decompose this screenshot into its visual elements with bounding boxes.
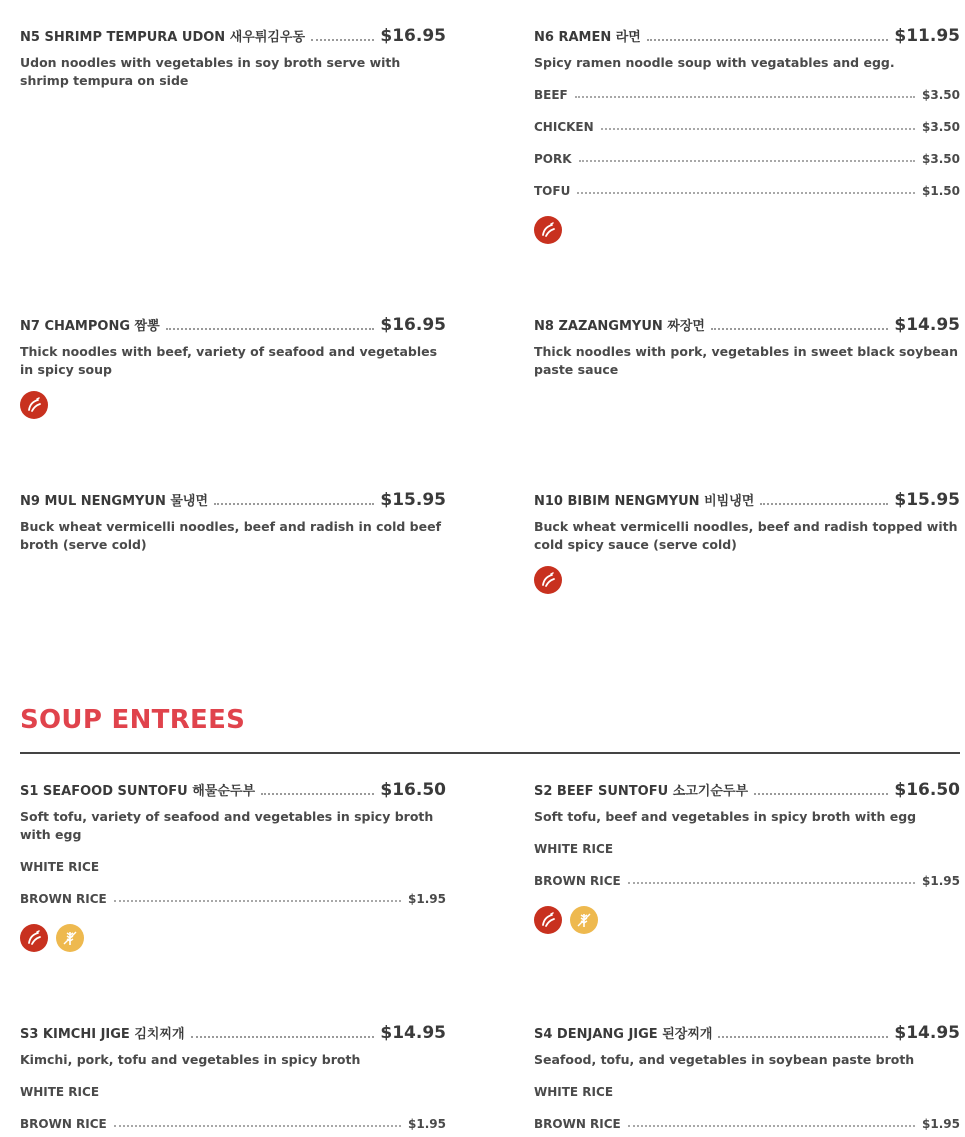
option-name: WHITE RICE (534, 842, 614, 856)
item-description: Thick noodles with pork, vegetables in sweet black soybean paste sauce (534, 344, 958, 377)
item-description: Thick noodles with beef, variety of seafood and vegetables in spicy soup (20, 344, 438, 377)
dot-leader (311, 39, 374, 41)
item-name: N10 BIBIM NENGMYUN 비빔냉면 (534, 494, 755, 509)
spicy-icon (20, 391, 48, 419)
option-name: BROWN RICE (534, 874, 621, 888)
item-price: $16.50 (894, 780, 960, 800)
dot-leader (114, 900, 401, 902)
dot-leader (577, 192, 915, 194)
dietary-icons (534, 906, 960, 934)
dot-leader (579, 160, 915, 162)
option-price: $1.95 (922, 874, 960, 888)
menu-item-n5 (20, 22, 446, 90)
option-row (534, 108, 960, 140)
dot-leader (647, 39, 889, 41)
item-description: Seafood, tofu, and vegetables in soybean paste broth (534, 1052, 915, 1067)
dot-leader (628, 882, 915, 884)
item-name: N5 SHRIMP TEMPURA UDON 새우튀김우동 (20, 30, 306, 45)
option-name: BROWN RICE (20, 1117, 107, 1131)
dot-leader (166, 328, 375, 330)
option-price: $1.95 (408, 892, 446, 906)
item-description: Buck wheat vermicelli noodles, beef and radish in cold beef broth (serve cold) (20, 519, 442, 552)
option-row (534, 172, 960, 204)
spicy-icon (534, 216, 562, 244)
item-price: $15.95 (380, 490, 446, 510)
item-name: N8 ZAZANGMYUN 짜장면 (534, 319, 705, 334)
menu-item-s2 (534, 776, 960, 934)
option-price: $1.50 (922, 184, 960, 198)
item-price: $14.95 (380, 1023, 446, 1043)
option-name: BROWN RICE (534, 1117, 621, 1131)
item-price: $15.95 (894, 490, 960, 510)
dot-leader (628, 1125, 915, 1127)
option-price: $3.50 (922, 88, 960, 102)
item-description: Kimchi, pork, tofu and vegetables in spicy broth (20, 1052, 361, 1067)
item-price: $14.95 (894, 315, 960, 335)
option-row (534, 1105, 960, 1137)
item-description: Udon noodles with vegetables in soy broth serve with shrimp tempura on side (20, 55, 401, 88)
option-name: PORK (534, 152, 572, 166)
item-price: $14.95 (894, 1023, 960, 1043)
option-price: $3.50 (922, 152, 960, 166)
dot-leader (711, 328, 888, 330)
dietary-icons (534, 216, 960, 244)
dot-leader (191, 1036, 375, 1038)
item-price: $16.50 (380, 780, 446, 800)
option-name: BROWN RICE (20, 892, 107, 906)
menu-item-n10 (534, 486, 960, 594)
dot-leader (261, 793, 374, 795)
item-name: N7 CHAMPONG 짬뽕 (20, 319, 160, 334)
option-list (534, 76, 960, 204)
option-row (20, 880, 446, 912)
option-name: TOFU (534, 184, 571, 198)
item-description: Spicy ramen noodle soup with vegatables and egg. (534, 55, 895, 70)
spicy-icon (534, 566, 562, 594)
option-row (534, 140, 960, 172)
item-name: N9 MUL NENGMYUN 물냉면 (20, 494, 209, 509)
option-name: WHITE RICE (20, 1085, 100, 1099)
dot-leader (754, 793, 888, 795)
dot-leader (601, 128, 915, 130)
option-list (534, 1073, 960, 1137)
item-name: S4 DENJANG JIGE 된장찌개 (534, 1027, 713, 1042)
item-description: Soft tofu, variety of seafood and vegetables in spicy broth with egg (20, 809, 434, 842)
item-name: S2 BEEF SUNTOFU 소고기순두부 (534, 784, 749, 799)
option-name: WHITE RICE (20, 860, 100, 874)
item-price: $11.95 (894, 26, 960, 46)
option-row (20, 848, 446, 880)
menu-item-s3 (20, 1019, 446, 1137)
dot-leader (114, 1125, 401, 1127)
option-price: $3.50 (922, 120, 960, 134)
dietary-icons (20, 924, 446, 952)
menu-item-n6 (534, 22, 960, 244)
option-list (20, 1073, 446, 1137)
option-name: WHITE RICE (534, 1085, 614, 1099)
option-row (534, 830, 960, 862)
menu-item-s1 (20, 776, 446, 952)
dot-leader (214, 503, 374, 505)
dietary-icons (534, 566, 960, 594)
option-row (534, 1073, 960, 1105)
item-name: N6 RAMEN 라면 (534, 30, 641, 45)
menu-item-n8 (534, 311, 960, 379)
gluten-free-icon (56, 924, 84, 952)
section-divider (20, 752, 960, 754)
option-price: $1.95 (408, 1117, 446, 1131)
menu-item-n9 (20, 486, 446, 554)
dietary-icons (20, 391, 446, 419)
option-list (20, 848, 446, 912)
item-name: S1 SEAFOOD SUNTOFU 해물순두부 (20, 784, 256, 799)
option-row (534, 862, 960, 894)
item-price: $16.95 (380, 315, 446, 335)
dot-leader (718, 1036, 888, 1038)
gluten-free-icon (570, 906, 598, 934)
option-name: BEEF (534, 88, 568, 102)
spicy-icon (534, 906, 562, 934)
item-description: Buck wheat vermicelli noodles, beef and radish topped with cold spicy sauce (serve cold) (534, 519, 958, 552)
option-row (534, 76, 960, 108)
option-name: CHICKEN (534, 120, 594, 134)
dot-leader (575, 96, 915, 98)
section-title: SOUP ENTREES (20, 705, 246, 735)
item-name: S3 KIMCHI JIGE 김치찌개 (20, 1027, 185, 1042)
dot-leader (760, 503, 888, 505)
item-description: Soft tofu, beef and vegetables in spicy broth with egg (534, 809, 917, 824)
option-list (534, 830, 960, 894)
menu-item-n7 (20, 311, 446, 419)
menu-item-s4 (534, 1019, 960, 1137)
spicy-icon (20, 924, 48, 952)
option-row (20, 1105, 446, 1137)
item-price: $16.95 (380, 26, 446, 46)
option-price: $1.95 (922, 1117, 960, 1131)
option-row (20, 1073, 446, 1105)
